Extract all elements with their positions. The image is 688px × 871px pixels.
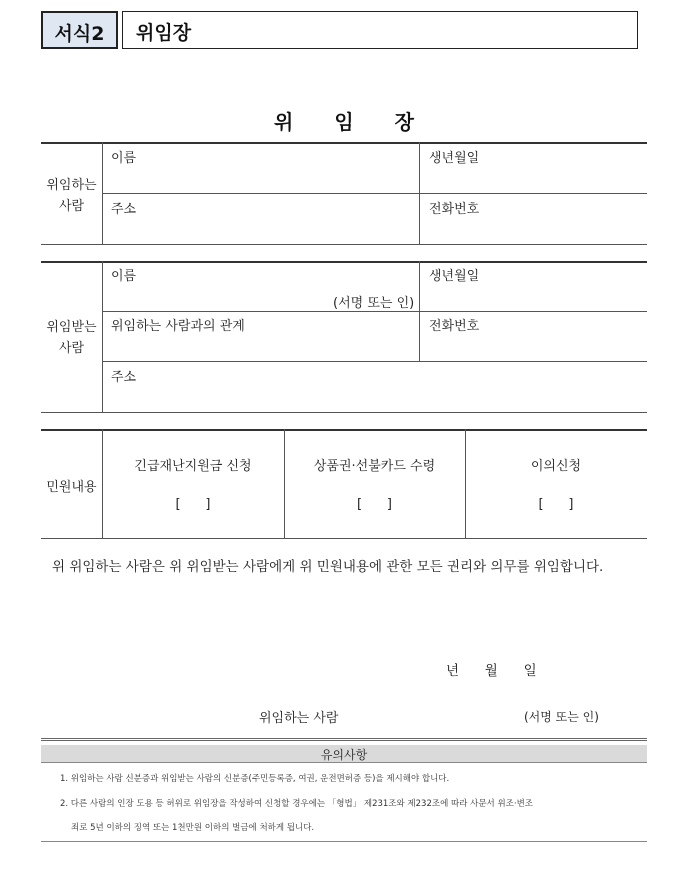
delegator-name-label: 이름 xyxy=(111,151,137,166)
form-number-box xyxy=(41,11,118,49)
signer-label: 위임하는 사람 xyxy=(259,711,339,726)
delegatee-phone-label: 전화번호 xyxy=(429,319,480,334)
form-name-box xyxy=(122,11,638,49)
delegatee-birth-label: 생년월일 xyxy=(429,269,480,284)
delegator-birth-field[interactable] xyxy=(420,167,646,192)
petition-section-label: 민원내용 xyxy=(46,480,97,495)
delegatee-sign-note: (서명 또는 인) xyxy=(333,296,415,311)
delegator-section-label: 위임하는 사람 xyxy=(46,178,97,214)
delegatee-phone-field[interactable] xyxy=(420,334,646,360)
delegatee-address-label: 주소 xyxy=(111,370,137,385)
option-objection-label: 이의신청 xyxy=(530,459,582,474)
option-voucher-label: 상품권·선불카드 수령 xyxy=(313,459,436,474)
delegatee-address-field[interactable] xyxy=(103,385,646,411)
option-voucher-checkbox[interactable]: [ ] xyxy=(357,497,392,512)
form-name: 위임장 xyxy=(136,22,192,44)
option-emergency-label: 긴급재난지원금 신청 xyxy=(134,459,252,474)
delegatee-relation-label: 위임하는 사람과의 관계 xyxy=(111,319,245,334)
delegator-birth-label: 생년월일 xyxy=(429,151,480,166)
signer-signature-field[interactable] xyxy=(345,700,520,726)
delegator-address-label: 주소 xyxy=(111,202,137,217)
delegator-phone-label: 전화번호 xyxy=(429,202,480,217)
delegation-statement: 위 위임하는 사람은 위 위임받는 사람에게 위 민원내용에 관한 모든 권리와 의무를 위임합니다. xyxy=(52,559,604,575)
date-line[interactable]: 년 월 일 xyxy=(446,663,537,679)
form-number: 서식2 xyxy=(54,23,105,45)
delegator-name-field[interactable] xyxy=(103,167,418,192)
delegator-phone-field[interactable] xyxy=(420,218,646,243)
delegatee-name-field[interactable] xyxy=(103,284,333,310)
delegatee-birth-field[interactable] xyxy=(420,284,646,310)
delegatee-section-label: 위임받는 사람 xyxy=(46,320,97,356)
delegatee-relation-field[interactable] xyxy=(103,334,418,360)
signer-sign-note: (서명 또는 인) xyxy=(524,710,599,724)
document-title: 위 임 장 xyxy=(274,110,414,134)
delegatee-name-label: 이름 xyxy=(111,269,137,284)
note-item: 2. 다른 사람의 인장 도용 등 허위로 위임장을 작성하여 신청할 경우에는 「형법」 제231조와 제232조에 따라 사문서 위조·변조 xyxy=(60,799,533,809)
option-objection-checkbox[interactable]: [ ] xyxy=(538,497,574,512)
note-item: 1. 위임하는 사람 신분증과 위임받는 사람의 신분증(주민등록증, 여권, 운전면허증 등)을 제시해야 합니다. xyxy=(60,774,450,784)
delegator-address-field[interactable] xyxy=(103,218,418,243)
notes-heading: 유의사항 xyxy=(320,748,368,762)
option-emergency-checkbox[interactable]: [ ] xyxy=(175,497,211,512)
note-item: 죄로 5년 이하의 징역 또는 1천만원 이하의 벌금에 처하게 됩니다. xyxy=(71,823,315,833)
